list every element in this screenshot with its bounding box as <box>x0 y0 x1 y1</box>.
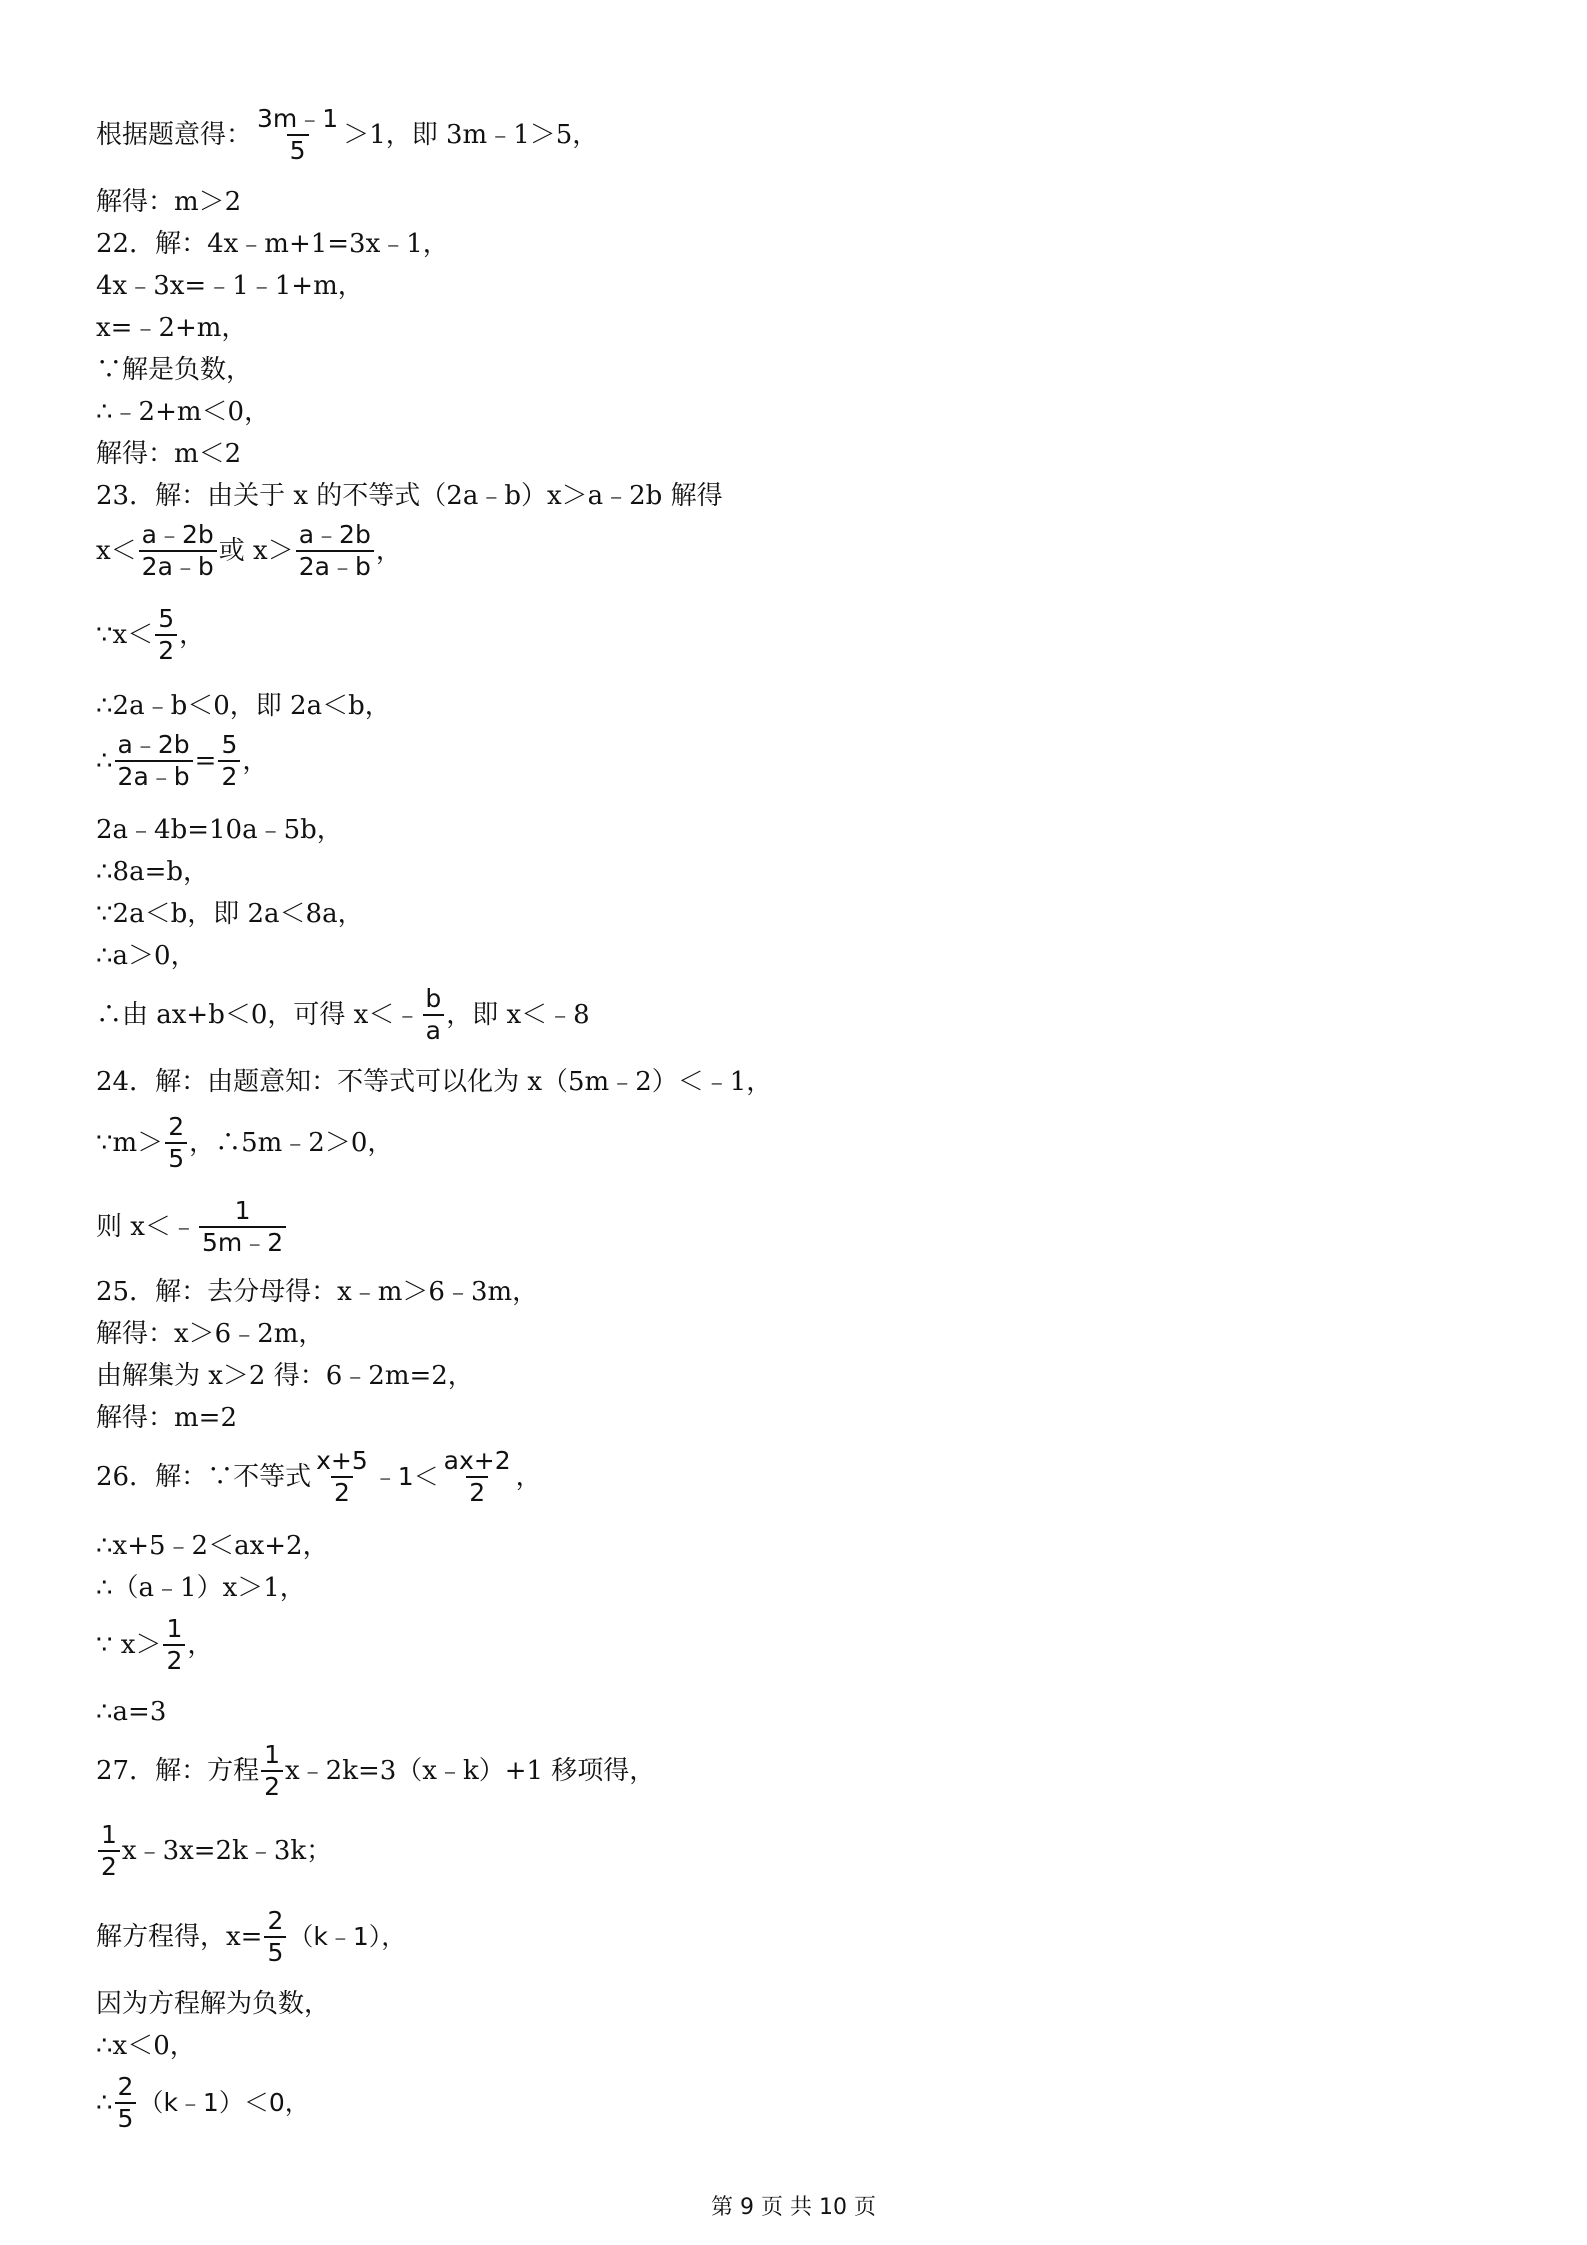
solution-line: ∵x＜ $\frac{5}{2}$ ， <box>96 604 206 665</box>
fraction: $\frac{2}{5}$ <box>115 2072 137 2134</box>
fraction: $\frac{3m﹣1}{5}$ <box>257 104 339 165</box>
solution-line: ∴a＞0， <box>96 941 197 971</box>
fraction: $\frac{a﹣2b}{2a﹣b}$ <box>296 520 374 582</box>
solution-line: x＜ $\frac{a﹣2b}{2a﹣b}$ 或 x＞ $\frac{a﹣2b}{2a﹣b}$ ， <box>96 520 402 581</box>
solution-line: 25．解：去分母得：x﹣m＞6﹣3m， <box>96 1277 539 1307</box>
solution-line: 26．解：∵不等式 $\frac{x+5}{2}$ ﹣1＜ $\frac{ax+2}{2}$ ， <box>96 1446 542 1507</box>
solution-line: 22．解：4x﹣m+1=3x﹣1， <box>96 229 449 259</box>
fraction: $\frac{1}{5m﹣2}$ <box>199 1196 286 1258</box>
fraction: $\frac{x+5}{2}$ <box>316 1446 368 1507</box>
fraction: $\frac{5}{2}$ <box>155 604 177 666</box>
solution-line: 解得：m＜2 <box>96 439 242 469</box>
solution-line: 4x﹣3x=﹣1﹣1+m， <box>96 271 364 301</box>
solution-line: ∵解是负数， <box>96 355 253 385</box>
solution-line: 27．解：方程 $\frac{1}{2}$ x﹣2k=3（x﹣k）+1 移项得， <box>96 1740 656 1801</box>
solution-line: 解得：x＞6﹣2m， <box>96 1319 325 1349</box>
fraction: $\frac{a﹣2b}{2a﹣b}$ <box>139 520 217 582</box>
solution-line: 根据题意得： $\frac{3m﹣1}{5}$ ＞1，即 3m﹣1＞5， <box>96 104 599 165</box>
fraction: $\frac{b}{a}$ <box>422 984 444 1046</box>
solution-line: 解得：m＞2 <box>96 187 242 217</box>
fraction: $\frac{5}{2}$ <box>218 730 240 792</box>
fraction: $\frac{2}{5}$ <box>165 1112 187 1174</box>
solution-line: ∴a=3 <box>96 1697 167 1727</box>
solution-line: ∴ $\frac{2}{5}$ （k﹣1）＜0， <box>96 2072 310 2133</box>
fraction: $\frac{1}{2}$ <box>261 1740 283 1802</box>
solution-line: ∴2a﹣b＜0，即 2a＜b， <box>96 691 391 721</box>
solution-line: ∵m＞ $\frac{2}{5}$ ，∴5m﹣2＞0， <box>96 1112 394 1173</box>
solution-line: ∴x＜0， <box>96 2031 196 2061</box>
solution-line: 解方程得，x= $\frac{2}{5}$ （k﹣1）， <box>96 1906 407 1967</box>
solution-line: ∴﹣2+m＜0， <box>96 397 271 427</box>
solution-line: ∴ $\frac{a﹣2b}{2a﹣b}$ = $\frac{5}{2}$ ， <box>96 730 269 791</box>
solution-line: 24．解：由题意知：不等式可以化为 x（5m﹣2）＜﹣1， <box>96 1067 773 1097</box>
fraction: $\frac{1}{2}$ <box>98 1820 120 1882</box>
fraction: $\frac{1}{2}$ <box>163 1614 185 1676</box>
fraction: $\frac{a﹣2b}{2a﹣b}$ <box>115 730 193 792</box>
solution-line: $\frac{1}{2}$ x﹣3x=2k﹣3k； <box>96 1820 332 1882</box>
solution-line: ∴（a﹣1）x＞1， <box>96 1573 306 1603</box>
solution-line: x=﹣2+m， <box>96 313 248 343</box>
solution-line: ∴由 ax+b＜0，可得 x＜﹣ $\frac{b}{a}$ ，即 x＜﹣8 <box>96 984 590 1045</box>
page-footer: 第 9 页 共 10 页 <box>711 2195 876 2220</box>
fraction: $\frac{ax+2}{2}$ <box>443 1446 511 1507</box>
solution-line: ∵ x＞ $\frac{1}{2}$ ， <box>96 1614 214 1675</box>
solution-line: 则 x＜﹣ $\frac{1}{5m﹣2}$ <box>96 1196 288 1258</box>
solution-line: 23．解：由关于 x 的不等式（2a﹣b）x＞a﹣2b 解得 <box>96 481 723 511</box>
solution-line: ∵2a＜b，即 2a＜8a， <box>96 899 364 929</box>
solution-line: 2a﹣4b=10a﹣5b， <box>96 815 343 845</box>
fraction: $\frac{2}{5}$ <box>264 1906 286 1968</box>
solution-line: ∴x+5﹣2＜ax+2， <box>96 1531 329 1561</box>
solution-line: ∴8a=b， <box>96 857 210 887</box>
solution-line: 因为方程解为负数， <box>96 1989 331 2019</box>
solution-line: 解得：m=2 <box>96 1403 237 1433</box>
solution-line: 由解集为 x＞2 得：6﹣2m=2， <box>96 1361 474 1391</box>
